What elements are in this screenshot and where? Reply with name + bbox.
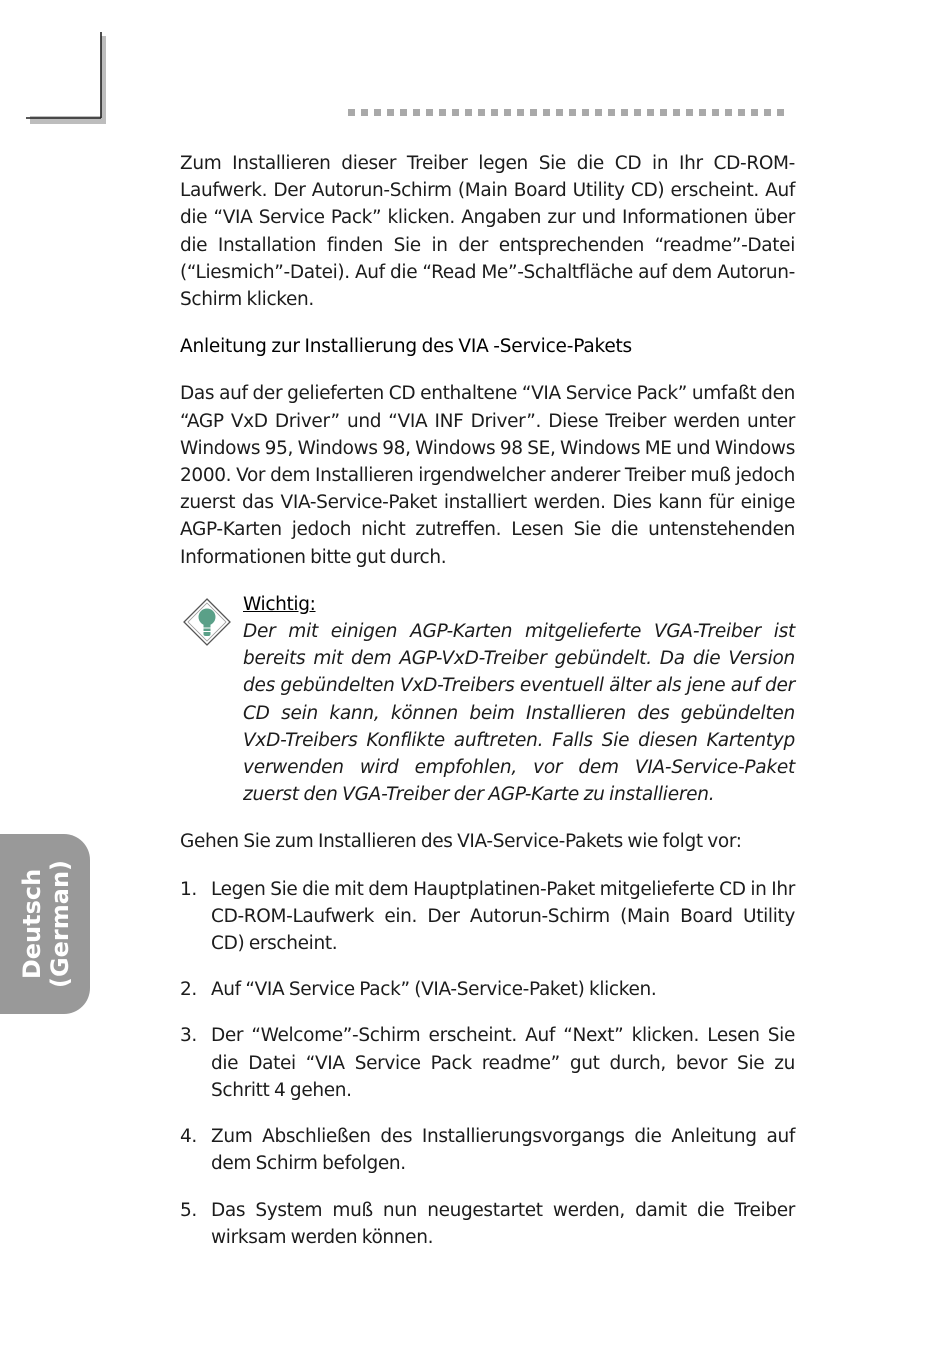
header-dot [556, 109, 563, 116]
note-text: Der mit einigen AGP-Karten mitgelieferte VGA-Treiber ist bereits mit dem AGP-VxD-Treiber gebündelt. Da die Version des gebündelten VxD-Treibers eventuell älter als jene auf der CD sein kann, können beim Installieren des gebündelten VxD-Treibers Konflikte auftreten. Falls Sie diesen Kartentyp verwenden wird empfohlen, vor dem VIA-Service-Paket zuerst den VGA-Treiber der AGP-Karte zu installieren. [243, 621, 795, 806]
page-content [180, 150, 795, 1270]
language-tab-line1: Deutsch [18, 868, 46, 980]
header-dot [569, 109, 576, 116]
header-dot [478, 109, 485, 116]
header-dot [361, 109, 368, 116]
list-item [180, 876, 795, 958]
header-dot [660, 109, 667, 116]
service-pack-paragraph: Das auf der gelieferten CD enthaltene “VIA Service Pack” umfaßt den “AGP VxD Driver” und “VIA INF Driver”. Diese Treiber werden unter Windows 95, Windows 98, Windows 98 SE, Windows ME und Windows 2000. Vor dem Installieren irgendwelcher anderer Treiber muß jedoch zuerst das VIA-Service-Paket installiert werden. Dies kann für einige AGP-Karten jedoch nicht zutreffen. Lesen Sie die untenstehenden Informationen bitte gut durch. [180, 383, 795, 568]
language-tab-label [18, 860, 74, 988]
header-dot [348, 109, 355, 116]
step-number: 4. [180, 1126, 197, 1148]
header-dot [647, 109, 654, 116]
header-dot [439, 109, 446, 116]
header-dot [374, 109, 381, 116]
steps-list [180, 876, 795, 1251]
header-dot [400, 109, 407, 116]
important-note [180, 591, 795, 809]
header-dot [413, 109, 420, 116]
steps-intro: Gehen Sie zum Installieren des VIA-Service-Pakets wie folgt vor: [180, 831, 742, 853]
corner-crop-mark [26, 32, 106, 128]
step-text: Der “Welcome”-Schirm erscheint. Auf “Next” klicken. Lesen Sie die Datei “VIA Service Pack readme” gut durch, bevor Sie zu Schritt 4 gehen. [211, 1025, 795, 1101]
header-dot [751, 109, 758, 116]
list-item [180, 1197, 795, 1251]
list-item [180, 1022, 795, 1104]
header-dot-strip [348, 109, 784, 116]
header-dot [673, 109, 680, 116]
list-item [180, 1123, 795, 1177]
language-tab [0, 834, 90, 1014]
step-number: 3. [180, 1025, 197, 1047]
header-dot [725, 109, 732, 116]
header-dot [530, 109, 537, 116]
header-dot [621, 109, 628, 116]
language-tab-line2: (German) [46, 859, 74, 989]
header-dot [517, 109, 524, 116]
list-item [180, 976, 795, 1003]
header-dot [595, 109, 602, 116]
step-text: Legen Sie die mit dem Hauptplatinen-Paket mitgelieferte CD in Ihr CD-ROM-Laufwerk ein. Der Autorun-Schirm (Main Board Utility CD) erscheint. [211, 878, 795, 955]
header-dot [634, 109, 641, 116]
header-dot [543, 109, 550, 116]
step-text: Zum Abschließen des Installierungsvorgangs die Anleitung auf dem Schirm befolgen. [211, 1126, 795, 1175]
step-number: 1. [180, 878, 197, 900]
header-dot [686, 109, 693, 116]
step-text: Auf “VIA Service Pack” (VIA-Service-Paket) klicken. [211, 979, 657, 1001]
section-heading: Anleitung zur Installierung des VIA -Service-Pakets [180, 336, 632, 358]
step-number: 5. [180, 1199, 197, 1221]
header-dot [465, 109, 472, 116]
header-dot [426, 109, 433, 116]
header-dot [777, 109, 784, 116]
header-dot [452, 109, 459, 116]
header-dot [712, 109, 719, 116]
header-dot [491, 109, 498, 116]
intro-paragraph: Zum Installieren dieser Treiber legen Sie die CD in Ihr CD-ROM-Laufwerk. Der Autorun-Schirm (Main Board Utility CD) erscheint. Auf die “VIA Service Pack” klicken. Angaben zur und Informationen über die Installation finden Sie in der entsprechenden “readme”-Datei (“Liesmich”-Datei). Auf die “Read Me”-Schaltfläche auf dem Autorun-Schirm klicken. [180, 153, 795, 311]
tip-diamond-icon [182, 597, 232, 647]
step-text: Das System muß nun neugestartet werden, damit die Treiber wirksam werden können. [211, 1199, 795, 1248]
header-dot [504, 109, 511, 116]
header-dot [699, 109, 706, 116]
note-title: Wichtig: [243, 593, 316, 615]
step-number: 2. [180, 979, 197, 1001]
header-dot [608, 109, 615, 116]
header-dot [582, 109, 589, 116]
header-dot [387, 109, 394, 116]
header-dot [738, 109, 745, 116]
header-dot [764, 109, 771, 116]
